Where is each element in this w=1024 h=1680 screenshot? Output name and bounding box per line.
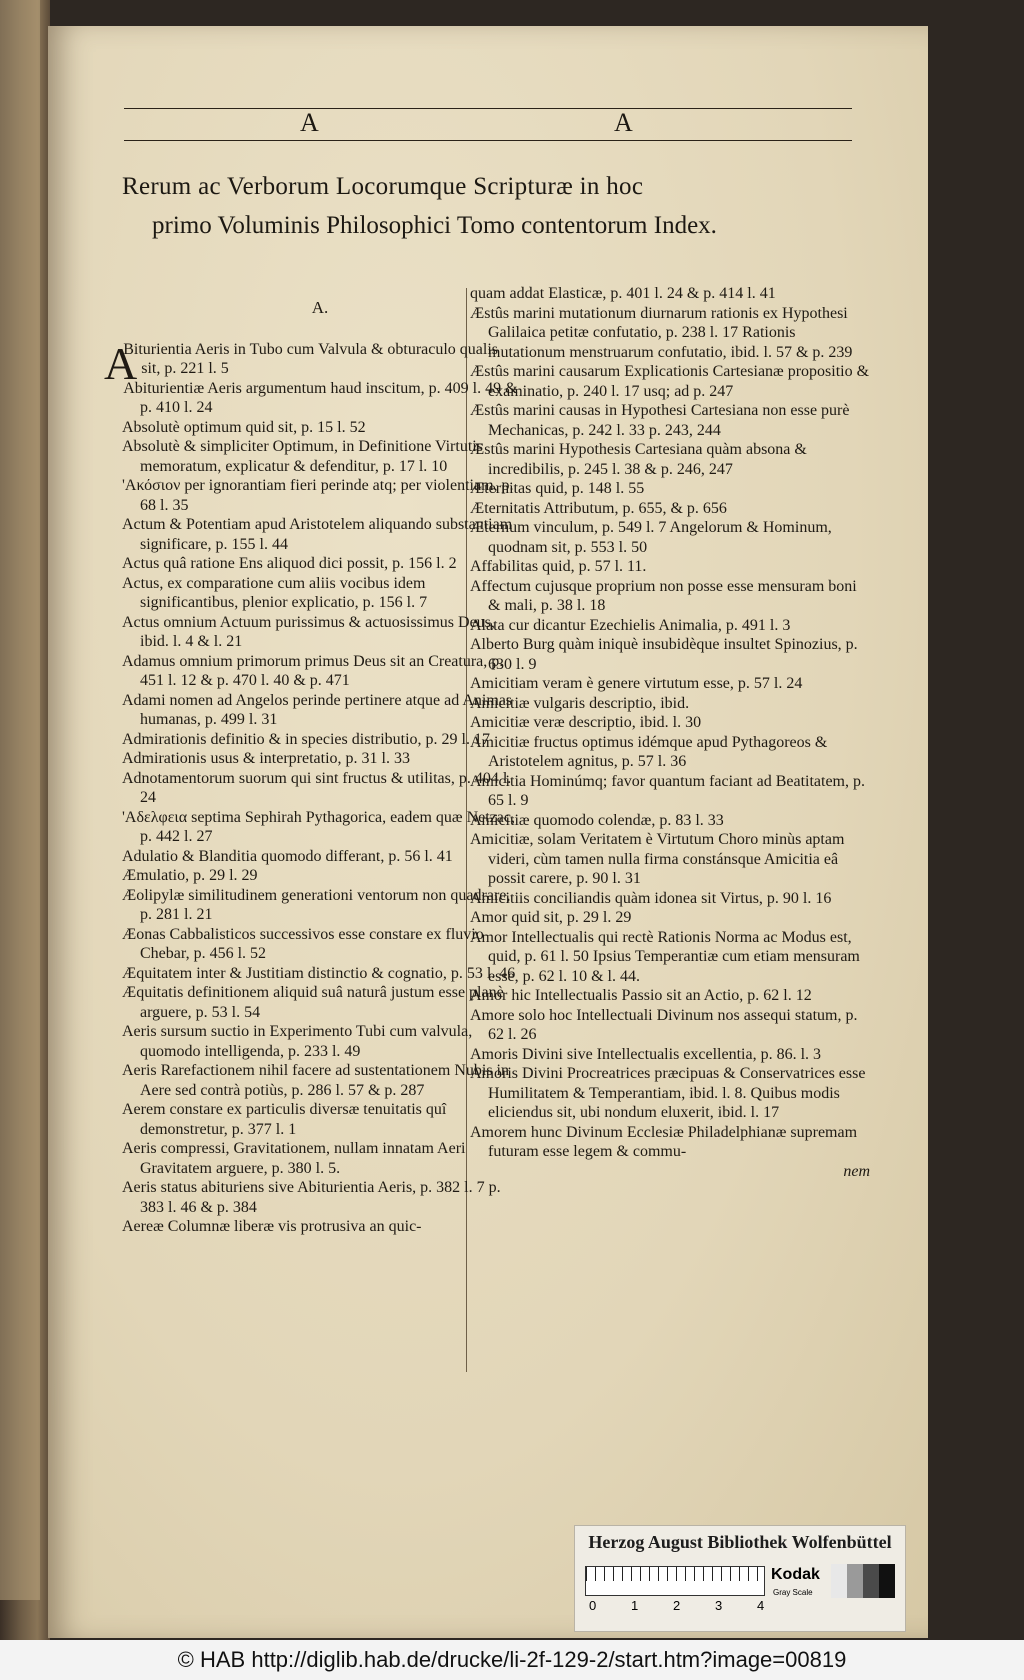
index-entry: Adamus omnium primorum primus Deus sit an Creatura, p. 451 l. 12 & p. 470 l. 40 & p. 471 [122,652,504,689]
index-entry: Admirationis usus & interpretatio, p. 31 l. 33 [122,750,410,767]
index-entry: Amor Intellectualis qui rectè Rationis Norma ac Modus est, quid, p. 61 l. 50 Ipsius Temperantiæ cum etiam mensuram esse, p. 62 l. 10 & l. 44. [470,928,860,985]
index-entry: Æolipylæ similitudinem generationi ventorum non quadrare, p. 281 l. 21 [122,886,511,923]
index-entry: Amicitiæ veræ descriptio, ibid. l. 30 [470,714,702,731]
index-entry: Affabilitas quid, p. 57 l. 11. [470,558,647,575]
index-entry: Æonas Cabbalisticos successivos esse constare ex fluvio Chebar, p. 456 l. 52 [122,925,484,962]
index-entry: Æstûs marini mutationum diurnarum rationis ex Hypothesi Galilaica petitæ confutatio, p. 238 l. 17 Rationis mutationum menstruarum confutatio, ibid. l. 57 & p. 239 [470,304,853,361]
index-entry: 'Ακόσιον per ignorantiam fieri perinde atq; per violentiam, p. 68 l. 35 [122,477,514,514]
index-entry: Amicitia Hominúmq; favor quantum faciant ad Beatitatem, p. 65 l. 9 [470,772,865,809]
index-entry: Amicitiis conciliandis quàm idonea sit Virtus, p. 90 l. 16 [470,889,832,907]
adjacent-page-sliver [0,0,40,1600]
index-entry: Amicitiæ fructus optimus idémque apud Pythagoreos & Aristotelem agnitus, p. 57 l. 36 [470,733,828,770]
index-entry: Amoris Divini Procreatrices præcipuas & Conservatrices esse Humilitatem & Temperantiam, ibid. l. 8. Quibus modis eliciendus sit, ubi nondum eluxerit, ibid. l. 17 [470,1065,866,1121]
index-entry: Abiturientiæ Aeris argumentum haud inscitum, p. 409 l. 49 & p. 410 l. 24 [123,379,518,416]
header-rule-top [124,108,852,109]
index-entry: Aeris status abituriens sive Abiturientia Aeris, p. 382 l. 7 p. 383 l. 46 & p. 384 [122,1179,501,1216]
header-letter-right: A [614,108,633,137]
index-entry: Amicitiæ, solam Veritatem è Virtutum Choro minùs aptam videri, cùm tamen nulla firma constánsque Amicitia eâ possit carere, p. 90 l. 31 [470,831,845,887]
index-entry: Æquitatis definitionem aliquid suâ naturâ justum esse planè arguere, p. 53 l. 54 [122,984,504,1021]
kodak-logo: Kodak [771,1566,820,1583]
scale-number: 0 [589,1598,597,1613]
index-entry: Amore solo hoc Intellectuali Divinum nos assequi statum, p. 62 l. 26 [470,1006,858,1043]
index-entry: Affectum cujusque proprium non posse esse mensuram boni & mali, p. 38 l. 18 [470,577,857,614]
index-title-line1: Rerum ac Verborum Locorumque Scripturæ in hoc [122,173,644,200]
index-entry: Æquitatem inter & Justitiam distinctio & cognatio, p. 53 l. 46 [122,964,516,982]
index-entry: Amorem hunc Divinum Ecclesiæ Philadelphianæ supremam futuram esse legem & commu- [470,1123,858,1160]
gray-scale-patches [831,1564,895,1598]
index-entry: Amor quid sit, p. 29 l. 29 [470,909,632,926]
index-entry: Æstûs marini Hypothesis Cartesiana quàm absona & incredibilis, p. 245 l. 38 & p. 246, 247 [470,441,807,478]
index-entry: Actus quâ ratione Ens aliquod dici possit, p. 156 l. 2 [122,555,457,572]
index-entry: Amor hic Intellectualis Passio sit an Actio, p. 62 l. 12 [470,987,812,1004]
scale-number: 2 [673,1598,681,1613]
index-entry: Æstûs marini causas in Hypothesi Cartesiana non esse purè Mechanicas, p. 242 l. 33 p. 243, 244 [470,402,850,439]
index-entry: Adulatio & Blanditia quomodo differant, p. 56 l. 41 [122,847,453,865]
library-name: Herzog August Bibliothek Wolfenbüttel [588,1532,892,1552]
index-column-left [104,274,518,1237]
scale-ruler [585,1566,765,1596]
index-entry: Æmulatio, p. 29 l. 29 [122,867,258,884]
color-target-card [574,1525,906,1632]
dropcap-letter: A [104,337,138,389]
book-page [48,26,928,1638]
index-entry: Aereæ Columnæ liberæ vis protrusiva an quic- [122,1218,422,1235]
index-entry: Amicitiæ quomodo colendæ, p. 83 l. 33 [470,811,724,829]
index-entry: Adami nomen ad Angelos perinde pertinere atque ad Animas humanas, p. 499 l. 31 [122,691,513,728]
header-rule-bottom [124,140,852,141]
gray-scale-label: Gray Scale [773,1588,813,1597]
scale-number: 4 [757,1598,765,1613]
index-entry: Alata cur dicantur Ezechielis Animalia, p. 491 l. 3 [470,616,791,634]
index-entry: Amoris Divini sive Intellectualis excellentia, p. 86. l. 3 [470,1045,822,1063]
index-column-right [470,284,870,1181]
index-entry: quam addat Elasticæ, p. 401 l. 24 & p. 414 l. 41 [470,285,776,302]
catchword: nem [843,1162,870,1180]
index-entry: Aerem constare ex particulis diversæ tenuitatis quî demonstretur, p. 377 l. 1 [122,1101,447,1138]
scale-number: 1 [631,1598,639,1613]
index-entry: Æternitatis Attributum, p. 655, & p. 656 [470,499,727,517]
index-entry: Amicitiam veram è genere virtutum esse, p. 57 l. 24 [470,675,803,692]
index-entry: Actum & Potentiam apud Aristotelem aliquando substantiam significare, p. 155 l. 44 [122,516,513,553]
header-letter-left: A [300,108,319,137]
index-entry: Aeris sursum suctio in Experimento Tubi cum valvula, quomodo intelligenda, p. 233 l. 49 [122,1023,473,1060]
copyright-footer: © HAB http://diglib.hab.de/drucke/li-2f-129-2/start.htm?image=00819 [0,1640,1024,1680]
index-entry: Amicitiæ vulgaris descriptio, ibid. [470,694,690,712]
index-entry: Actus, ex comparatione cum aliis vocibus idem significantibus, plenior explicatio, p. 156 l. 7 [122,574,428,611]
index-entry: Æternum vinculum, p. 549 l. 7 Angelorum & Hominum, quodnam sit, p. 553 l. 50 [470,519,832,556]
index-entry: Alberto Burg quàm iniquè insubidèque insultet Spinozius, p. 630 l. 9 [470,636,858,673]
index-entry: A Biturientia Aeris in Tubo cum Valvula & obturaculo qualis sit, p. 221 l. 5 [104,337,499,389]
index-entry: Admirationis definitio & in species distributio, p. 29 l. 17 [122,730,490,748]
index-entry: Æstûs marini causarum Explicationis Cartesianæ propositio & examinatio, p. 240 l. 17 usq; ad p. 247 [470,363,870,400]
index-entry: Adnotamentorum suorum qui sint fructus & utilitas, p. 404 l. 24 [122,769,512,806]
index-entry: Æternitas quid, p. 148 l. 55 [470,480,645,497]
right-entries-list [470,284,870,1162]
index-entry: Actus omnium Actuum purissimus & actuosissimus Deus, ibid. l. 4 & l. 21 [122,613,495,650]
index-entry: 'Αδελφεια septima Sephirah Pythagorica, eadem quæ Netzac, p. 442 l. 27 [122,808,515,845]
index-entry: Aeris Rarefactionem nihil facere ad sustentationem Nubis in Aere sed contrà potiùs, p. 286 l. 57 & p. 287 [122,1062,509,1099]
left-entries-list [104,337,518,1237]
index-entry: Absolutè & simpliciter Optimum, in Definitione Virtutis memoratum, explicatur & defenditur, p. 17 l. 10 [122,438,483,475]
index-entry: Absolutè optimum quid sit, p. 15 l. 52 [122,418,366,436]
index-entry: Aeris compressi, Gravitationem, nullam innatam Aeri Gravitatem arguere, p. 380 l. 5. [122,1140,466,1177]
section-letter-heading: A. [311,298,329,317]
index-title-line2: primo Voluminis Philosophici Tomo contentorum Index. [152,212,717,239]
scale-number: 3 [715,1598,723,1613]
